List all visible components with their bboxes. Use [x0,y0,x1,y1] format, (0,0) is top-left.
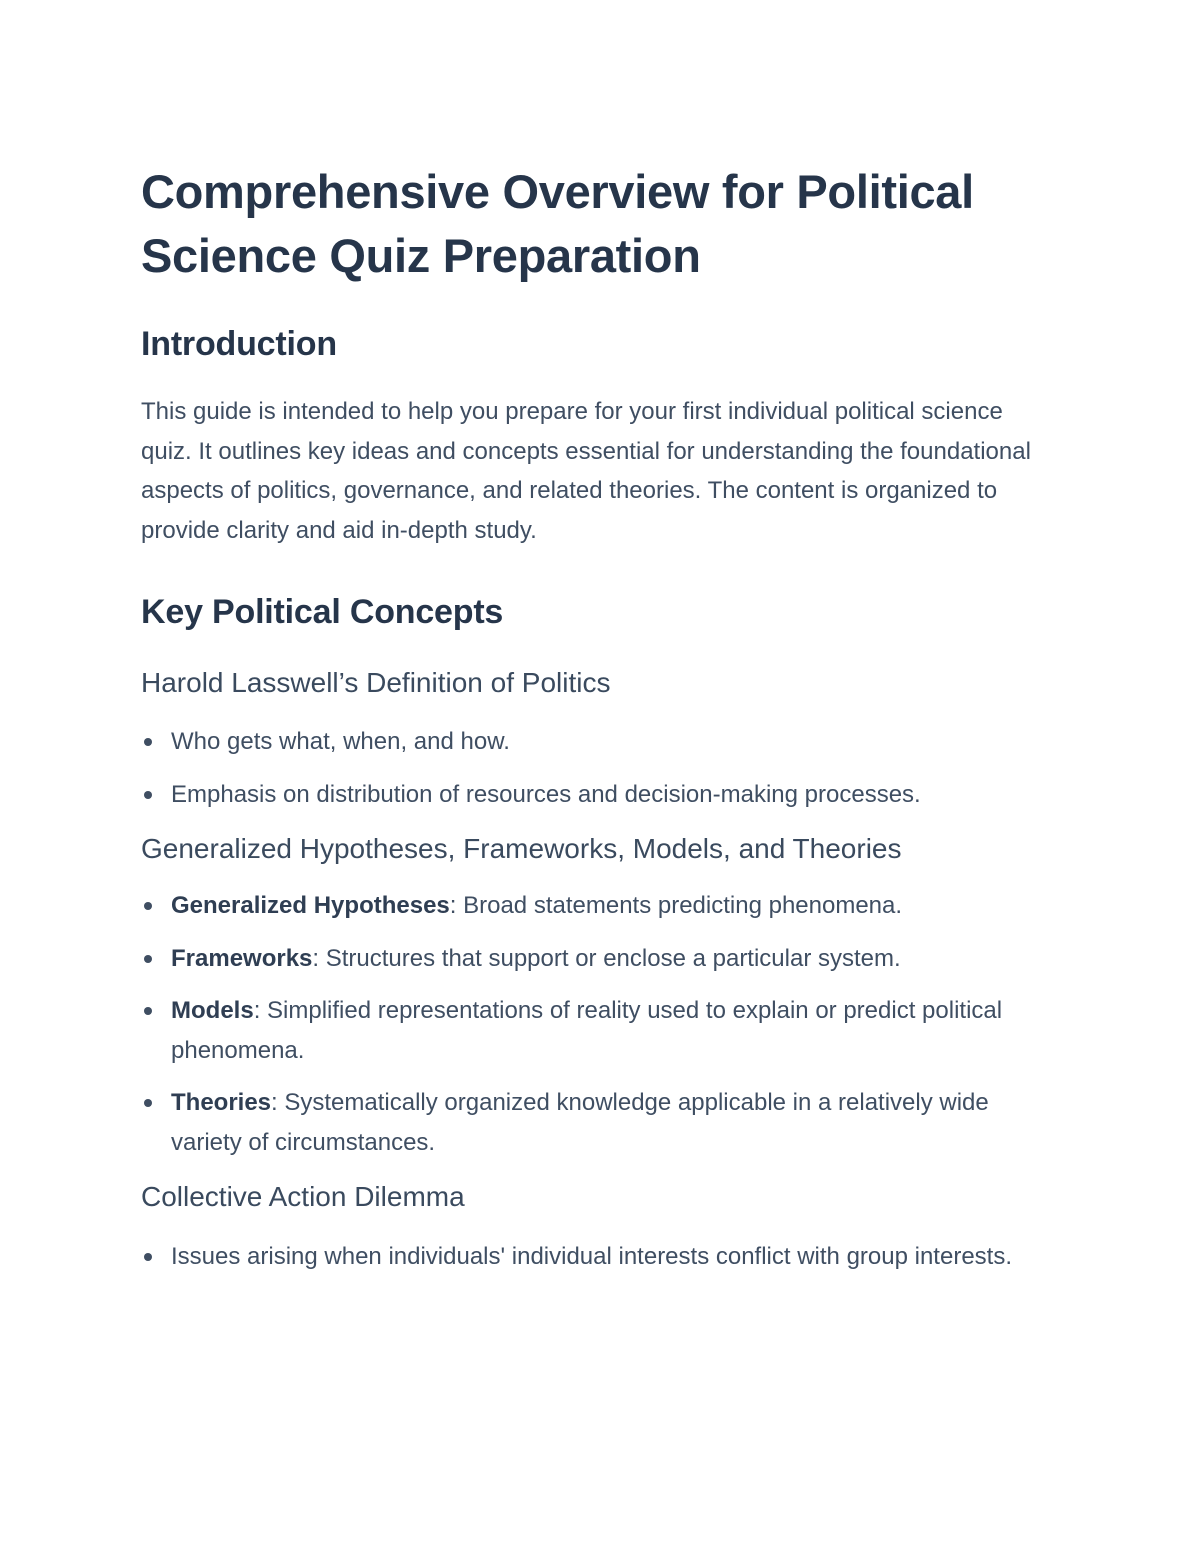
list-item [141,775,1060,815]
term-separator: : [449,892,457,919]
term-label: Models [171,997,254,1024]
term-description: Structures that support or enclose a particular system. [319,944,901,972]
introduction-heading: Introduction [141,325,337,363]
term-separator: : [271,1089,278,1116]
list-item [141,939,1060,979]
bullet-icon [144,791,152,799]
generalized-heading: Generalized Hypotheses, Frameworks, Models, and Theories [141,833,902,864]
list-item [141,991,1060,1070]
term-description: Simplified representations of reality used to explain or predict political phenomena. [171,997,1003,1064]
term-label: Frameworks [171,944,313,972]
list-item [141,1237,1060,1277]
bullet-icon [144,1099,152,1107]
document-title: Comprehensive Overview for Political Science Quiz Preparation [141,165,974,282]
lasswell-heading: Harold Lasswell’s Definition of Politics [141,667,611,698]
term-description: Systematically organized knowledge applicable in a relatively wide variety of circumstances. [171,1089,989,1156]
list-item [141,1083,1060,1162]
term-description: Broad statements predicting phenomena. [456,892,903,919]
lasswell-list [141,722,1060,814]
term-separator: : [253,997,261,1024]
list-item-text: Issues arising when individuals' individual interests conflict with group interests. [171,1243,1012,1270]
bullet-icon [144,1253,152,1261]
term-label: Theories [171,1089,272,1116]
collective-action-heading: Collective Action Dilemma [141,1181,465,1212]
list-item [141,886,1060,926]
list-item-text: Emphasis on distribution of resources and decision-making processes. [171,780,921,808]
bullet-icon [144,902,152,910]
introduction-paragraph: This guide is intended to help you prepare for your first individual political science quiz. It outlines key ideas and concepts essential for understanding the foundational aspects of politics, governance, and related theories. The content is organized to provide clarity and aid in-depth study. [141,398,1031,544]
bullet-icon [144,955,152,963]
term-separator: : [312,944,320,972]
bullet-icon [144,738,152,746]
bullet-icon [144,1007,152,1015]
term-label: Generalized Hypotheses [171,892,450,919]
list-item [141,722,1060,762]
generalized-list [141,886,1060,1162]
key-concepts-heading: Key Political Concepts [141,593,504,631]
collective-action-list [141,1237,1060,1277]
list-item-text: Who gets what, when, and how. [171,728,510,755]
